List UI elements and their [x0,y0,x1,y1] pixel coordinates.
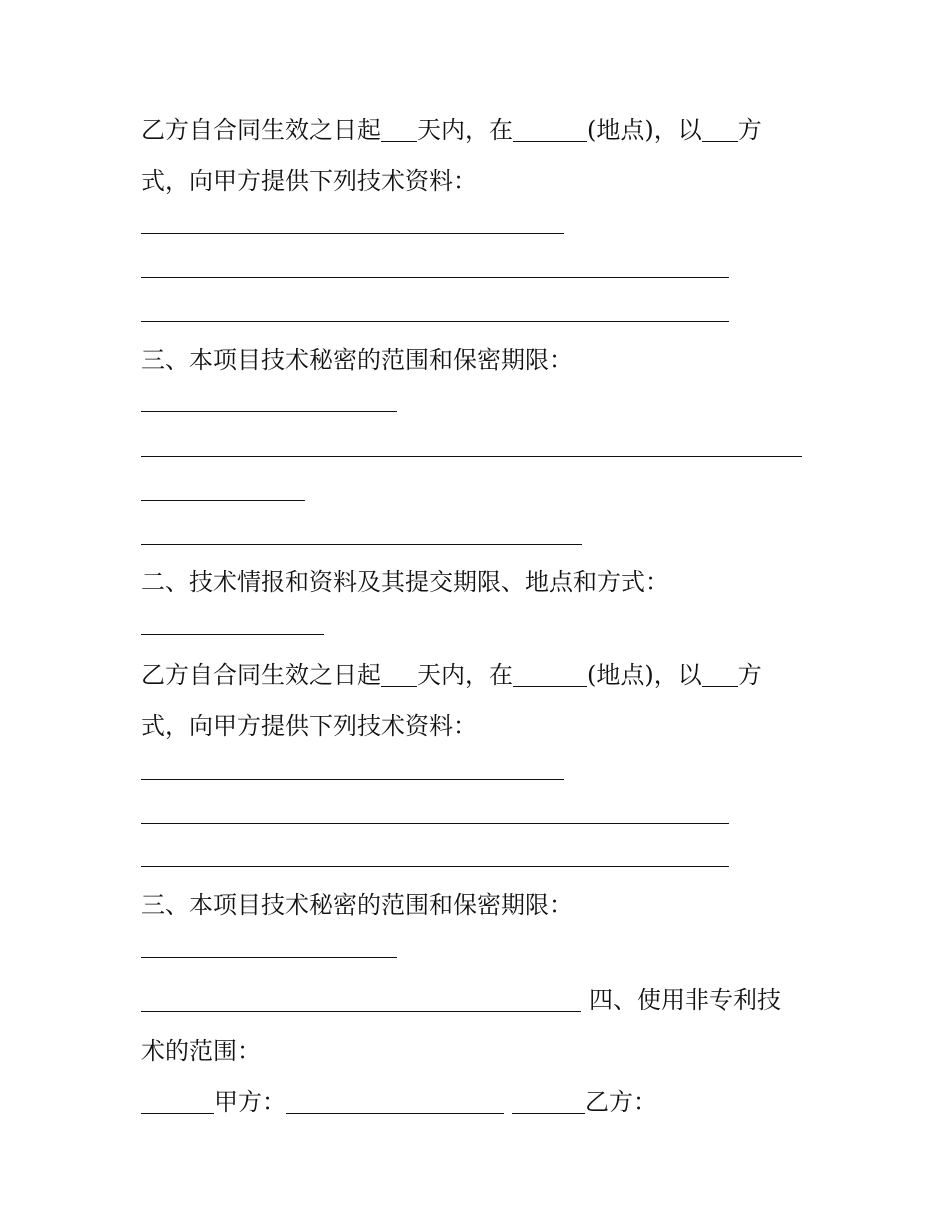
fill-line [141,500,305,501]
text-segment: 方 [737,661,762,689]
blank-signature [141,1112,214,1114]
section-heading-usage-scope-line-1 [141,985,781,1015]
fill-line [141,823,729,824]
text-segment: (地点)，以 [587,116,702,144]
paragraph-supply-line-1 [141,115,762,145]
text-segment: 乙方自合同生效之日起 [141,116,381,144]
blank-location [513,685,587,687]
blank-location [513,140,587,142]
fill-line [141,277,729,278]
blank-party-a [286,1112,504,1114]
text-segment: (地点)，以 [587,661,702,689]
blank-signature [512,1112,585,1114]
text-segment: 方 [737,116,762,144]
blank-days [381,685,417,687]
section-heading-scope-secrecy: 三、本项目技术秘密的范围和保密期限： [141,891,573,919]
blank-method [702,140,738,142]
fill-line [141,866,729,867]
signature-line [141,1087,657,1117]
text-segment: 四、使用非专利技 [589,986,781,1014]
fill-line-inline [141,1010,581,1012]
fill-line [141,544,582,545]
section-heading-usage-scope-line-2: 术的范围： [141,1037,261,1065]
section-heading-scope-secrecy: 三、本项目技术秘密的范围和保密期限： [141,346,573,374]
section-heading-tech-materials: 二、技术情报和资料及其提交期限、地点和方式： [141,568,669,596]
party-a-label: 甲方： [214,1088,286,1116]
paragraph-supply-line-1 [141,660,762,690]
text-segment: 天内，在 [417,661,513,689]
text-segment: 天内，在 [417,116,513,144]
fill-line [141,456,802,457]
fill-line [141,779,564,780]
fill-line [141,957,397,958]
fill-line [141,321,729,322]
fill-line [141,634,324,635]
text-segment: 乙方自合同生效之日起 [141,661,381,689]
blank-days [381,140,417,142]
fill-line [141,411,397,412]
party-b-label: 乙方： [585,1088,657,1116]
paragraph-supply-line-2: 式，向甲方提供下列技术资料： [141,167,477,195]
fill-line [141,233,564,234]
paragraph-supply-line-2: 式，向甲方提供下列技术资料： [141,712,477,740]
blank-method [702,685,738,687]
